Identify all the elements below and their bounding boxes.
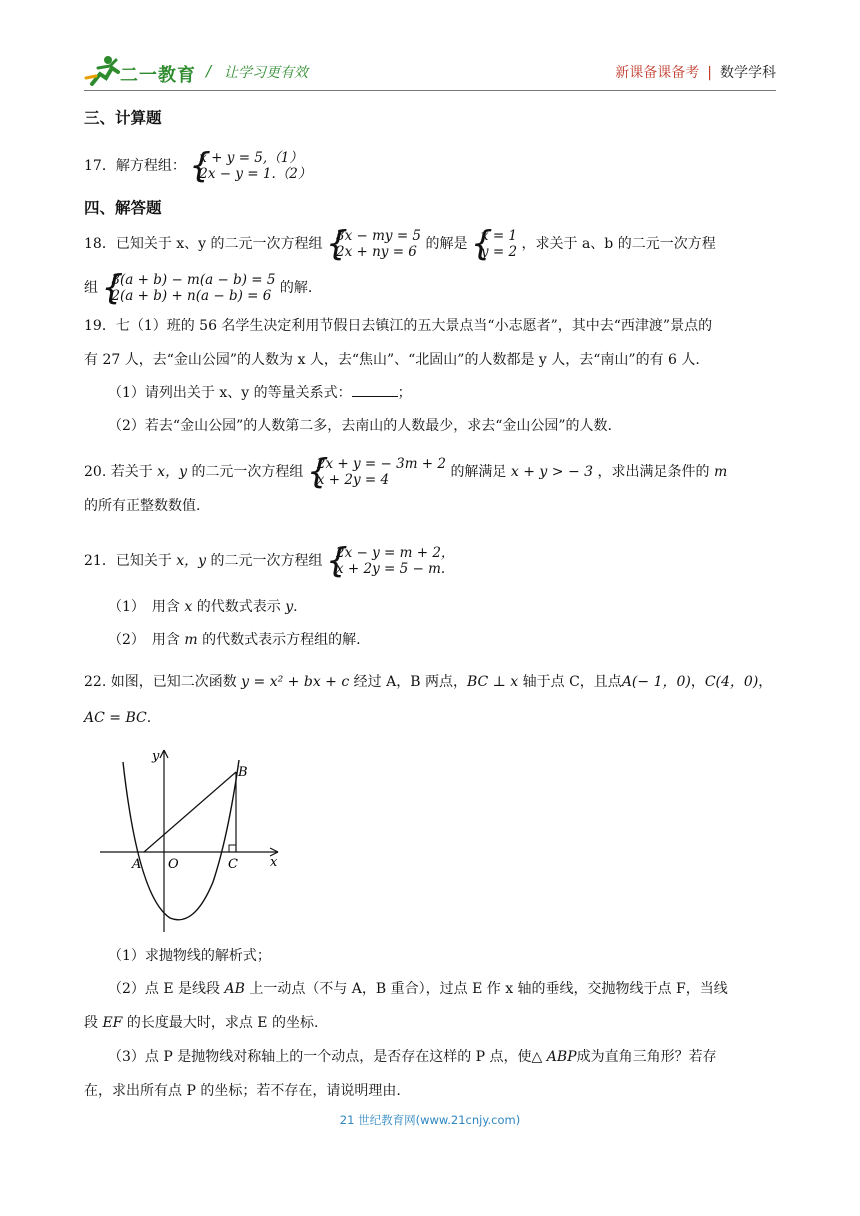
q17-eq2: 2x − y = 1.（2） [199, 166, 312, 182]
q22-part2-text4: 的长度最大时，求点 E 的坐标. [126, 1015, 319, 1031]
q22-part3-line2: 在，求出所有点 P 的坐标；若不存在，请说明理由. [84, 1083, 401, 1099]
q22-part3-text2: 成为直角三角形？若存 [576, 1049, 717, 1065]
page-footer: 21 世纪教育网(www.21cnjy.com) [339, 1113, 521, 1127]
question-20-line2: 的所有正整数数值. [84, 498, 201, 514]
q22-part3-triangle: △ ABP [531, 1049, 577, 1065]
q19-part1-text: （1）请列出关于 x、y 的等量关系式： [108, 385, 352, 401]
q22-part2-text1: （2）点 E 是线段 [108, 981, 221, 997]
parabola-figure [98, 742, 288, 934]
runner-logo-icon [84, 54, 124, 88]
question-18-line2 [84, 272, 312, 304]
q18-sysC-eq1: { 3(a + b) − m(a − b) = 5 [111, 272, 276, 288]
q17-system [190, 150, 311, 182]
header-rule [84, 90, 776, 91]
q22-part2-line2 [84, 1013, 318, 1033]
q22-point-c: C(4，0) [704, 674, 759, 690]
q18-text4: 组 [84, 280, 98, 296]
q21-text1: 21．已知关于 [84, 553, 172, 569]
slogan: 让学习更有效 [224, 65, 308, 81]
q22-comma2: ， [758, 674, 773, 690]
q18-text2: 的解是 [425, 236, 468, 252]
q22-part2-text3: 段 [84, 1015, 98, 1031]
q21-part2-text2: 的代数式表示方程组的解. [202, 632, 361, 648]
q22-part2-ef: EF [102, 1015, 123, 1031]
question-18-line1 [84, 228, 716, 260]
subject-label: 数学学科 [720, 65, 776, 81]
course-label: 新课备课备考 [615, 65, 700, 81]
question-17 [84, 150, 311, 182]
q20-eq2: x + 2y = 4 [316, 472, 390, 488]
q17-eq1: { x + y = 5,（1） [199, 150, 303, 166]
q21-part2-var-m: m [184, 632, 198, 648]
q20-condition: x + y > − 3 [510, 464, 594, 480]
question-20-line1 [84, 456, 727, 488]
header-divider: | [707, 65, 712, 81]
page-header [84, 52, 776, 90]
header-separator: / [206, 62, 212, 80]
q18-system-b [472, 228, 517, 260]
q18-text5: 的解. [279, 280, 313, 296]
q17-text: 解方程组： [115, 158, 186, 174]
q21-vars: x，y [176, 553, 207, 569]
label-c: C [228, 857, 238, 872]
q20-system [308, 456, 446, 488]
q21-part2-text1: （2） 用含 [108, 632, 180, 648]
q21-part1 [108, 597, 298, 617]
q19-part2: （2）若去“金山公园”的人数第二多，去南山的人数最少，求去“金山公园”的人数. [108, 418, 612, 434]
header-right [615, 62, 776, 82]
q22-dot: . [146, 710, 152, 726]
q21-part1-text1: （1） 用含 [108, 599, 180, 615]
q20-text1: 20. 若关于 [84, 464, 153, 480]
section-title-answer: 四、解答题 [84, 199, 162, 217]
q21-eq1: { 2x − y = m + 2， [336, 545, 455, 561]
q21-eq2: x + 2y = 5 − m. [336, 561, 446, 577]
q18-system-a [327, 228, 421, 260]
q21-part1-text2: 的代数式表示 [196, 599, 281, 615]
q22-point-a: A(− 1，0) [621, 674, 691, 690]
q19-answer-blank[interactable] [352, 384, 398, 397]
q22-text1: 22. 如图，已知二次函数 [84, 674, 237, 690]
q22-part1: （1）求抛物线的解析式； [108, 948, 271, 964]
section-title-calculation: 三、计算题 [84, 109, 162, 127]
q22-part3-text1: （3）点 P 是抛物线对称轴上的一个动点，是否存在这样的 P 点，使 [108, 1049, 532, 1065]
q20-eq1: { 2x + y = − 3m + 2 [316, 456, 446, 472]
q19-part1 [108, 383, 412, 403]
q21-part1-end: . [293, 599, 298, 615]
q20-var-m: m [713, 464, 728, 480]
question-19-line1: 19．七（1）班的 56 名学生决定利用节假日去镇江的五大景点当“小志愿者”，其中去“西津渡”景点的 [84, 318, 713, 334]
q21-part1-var-x: x [184, 599, 193, 615]
q18-sysA-eq2: 2x + ny = 6 [336, 244, 417, 260]
q22-text3: 轴于点 C，且点 [522, 674, 622, 690]
q18-system-c [102, 272, 275, 304]
q22-function: y = x² + bx + c [241, 674, 350, 690]
q18-text3: ，求关于 a、b 的二元一次方程 [521, 236, 716, 252]
label-x: x [270, 855, 278, 870]
q20-text2: 的二元一次方程组 [191, 464, 304, 480]
brand-name: 二一教育 [120, 65, 196, 86]
segment-ab [144, 772, 236, 852]
q20-text4: ，求出满足条件的 [597, 464, 710, 480]
q21-system [327, 545, 454, 577]
q22-text2: 经过 A，B 两点， [353, 674, 467, 690]
q20-text3: 的解满足 [450, 464, 507, 480]
q22-part3-line1 [108, 1047, 717, 1067]
q22-ac-bc: AC = BC [84, 710, 147, 726]
question-19-line2: 有 27 人，去“金山公园”的人数为 x 人，去“焦山”、“北固山”的人数都是 y 人，去“南山”的有 6 人. [84, 352, 700, 368]
q22-part2-text2: 上一动点（不与 A，B 重合），过点 E 作 x 轴的垂线，交抛物线于点 F，当线 [249, 981, 728, 997]
label-o: O [168, 857, 179, 872]
q18-sysA-eq1: { 3x − my = 5 [336, 228, 422, 244]
q20-vars: x，y [157, 464, 187, 480]
q21-text2: 的二元一次方程组 [210, 553, 323, 569]
question-21 [84, 545, 454, 577]
q22-comma: ， [690, 674, 705, 690]
q22-part2-line1 [108, 979, 728, 999]
q18-sysB-eq1: { x = 1 [480, 228, 518, 244]
label-y: y [152, 749, 160, 764]
q18-sysB-eq2: y = 2 [480, 244, 518, 260]
label-a: A [132, 857, 142, 872]
q19-part1-end: ； [397, 385, 412, 401]
q17-number: 17． [84, 158, 116, 174]
q18-text1: 已知关于 x、y 的二元一次方程组 [115, 236, 323, 252]
q18-number: 18． [84, 236, 116, 252]
q22-part2-ab: AB [224, 981, 245, 997]
q21-part1-var-y: y [285, 599, 294, 615]
q21-part2 [108, 630, 361, 650]
q18-sysC-eq2: 2(a + b) + n(a − b) = 6 [111, 288, 272, 304]
label-b: B [238, 765, 248, 780]
question-22-line1 [84, 672, 772, 692]
question-22-line2 [84, 708, 151, 728]
q22-perpendicular: BC ⊥ x [466, 674, 519, 690]
right-angle-mark-icon [229, 845, 236, 852]
